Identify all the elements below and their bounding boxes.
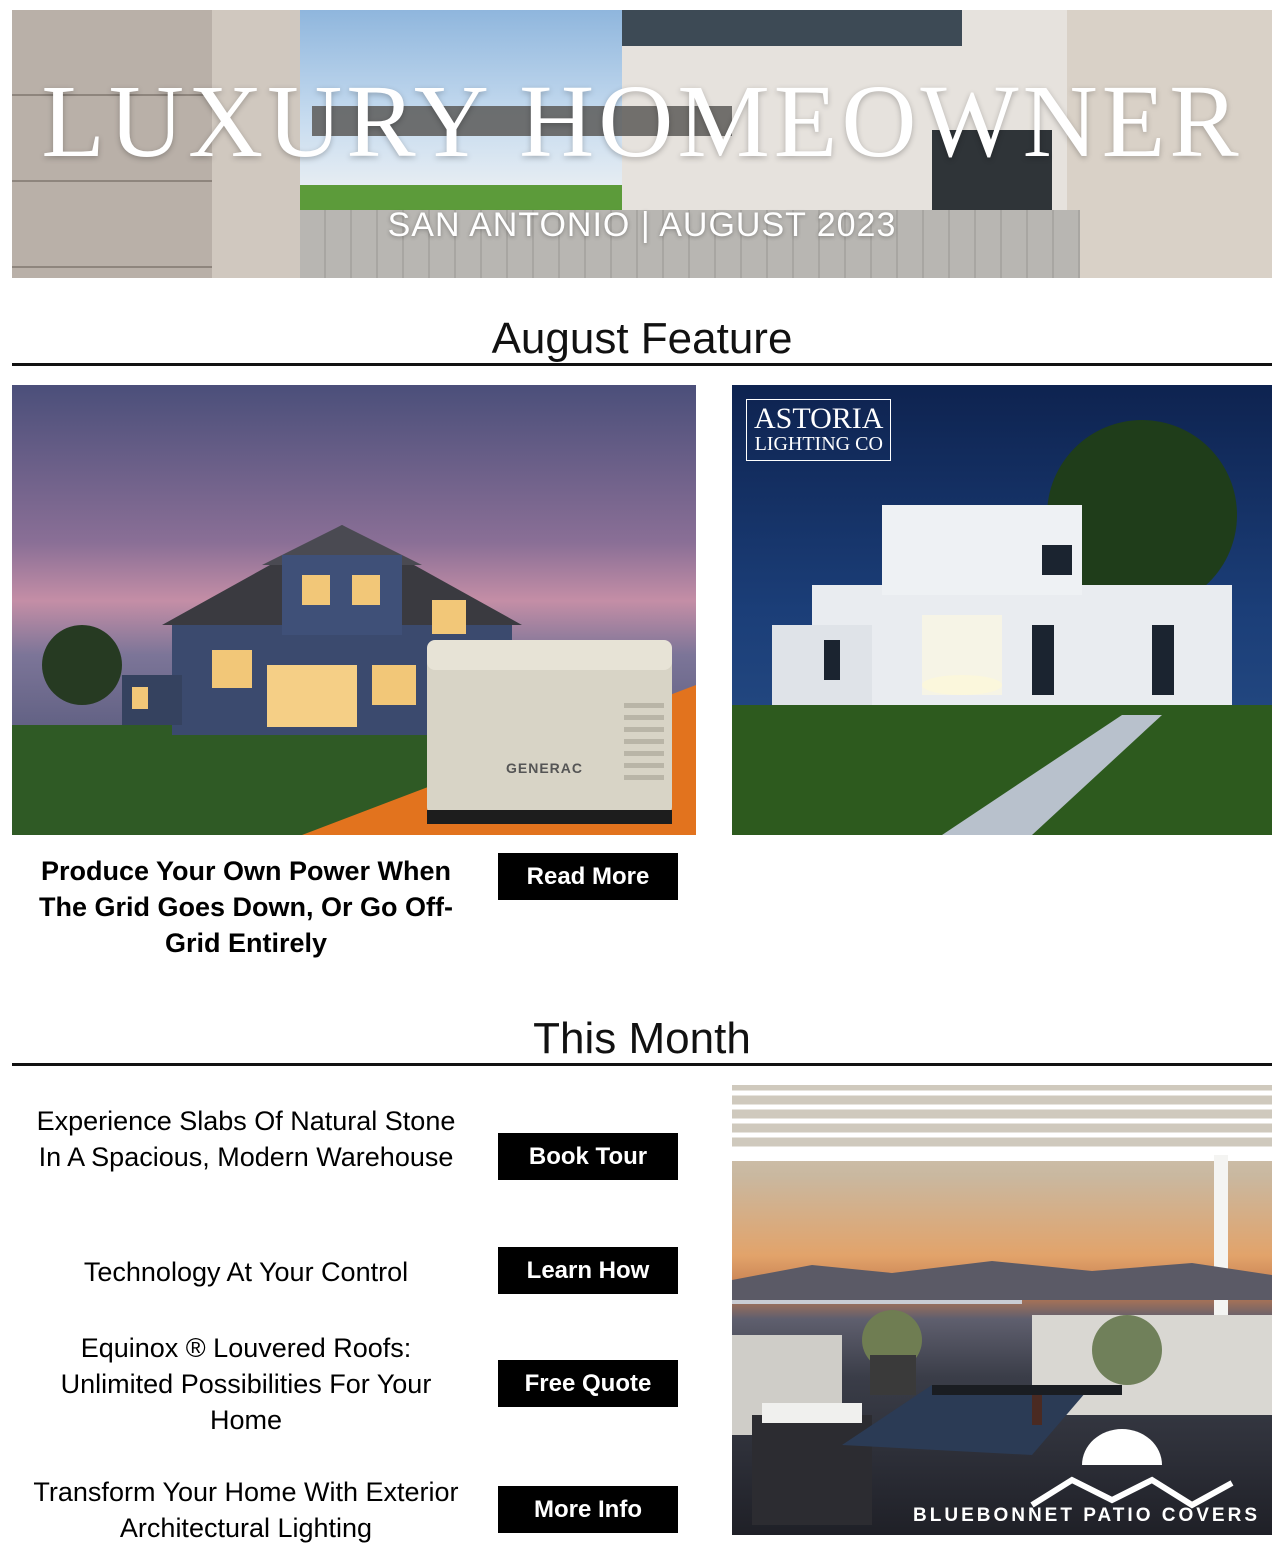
generator-house-illustration <box>12 385 696 835</box>
august-feature-heading: August Feature <box>491 314 793 363</box>
feature-headline[interactable]: Produce Your Own Power When The Grid Goes Down, Or Go Off-Grid Entirely <box>38 856 453 958</box>
banner-title: LUXURY HOMEOWNER <box>41 64 1243 179</box>
generator-house-image[interactable] <box>12 385 696 835</box>
banner-subtitle: SAN ANTONIO | AUGUST 2023 <box>387 206 897 244</box>
astoria-logo <box>746 399 891 461</box>
list-item-text[interactable]: Experience Slabs Of Natural Stone In A Spacious, Modern Warehouse <box>36 1106 456 1172</box>
generac-logo-text: GENERAC <box>506 760 584 776</box>
astoria-logo-line1: ASTORIA <box>754 402 884 435</box>
bluebonnet-logo-text: BLUEBONNET PATIO COVERS <box>913 1505 1260 1526</box>
this-month-divider <box>12 1063 1272 1066</box>
astoria-logo-line2: LIGHTING CO <box>754 433 883 455</box>
august-feature-divider <box>12 363 1272 366</box>
read-more-button[interactable]: Read More <box>498 853 678 900</box>
bluebonnet-patio-image[interactable] <box>732 1085 1272 1535</box>
header-banner[interactable] <box>12 10 1272 278</box>
this-month-heading: This Month <box>533 1014 751 1063</box>
astoria-lighting-image[interactable] <box>732 385 1272 835</box>
patio-sunset-illustration <box>732 1085 1272 1535</box>
free-quote-button[interactable]: Free Quote <box>498 1360 678 1407</box>
list-item-text[interactable]: Equinox ® Louvered Roofs: Unlimited Possibilities For Your Home <box>60 1333 432 1435</box>
list-item-text[interactable]: Technology At Your Control <box>83 1257 409 1287</box>
book-tour-button[interactable]: Book Tour <box>498 1133 678 1180</box>
banner-building-top <box>622 10 962 46</box>
list-item-text[interactable]: Transform Your Home With Exterior Architectural Lighting <box>33 1477 459 1543</box>
learn-how-button[interactable]: Learn How <box>498 1247 678 1294</box>
more-info-button[interactable]: More Info <box>498 1486 678 1533</box>
